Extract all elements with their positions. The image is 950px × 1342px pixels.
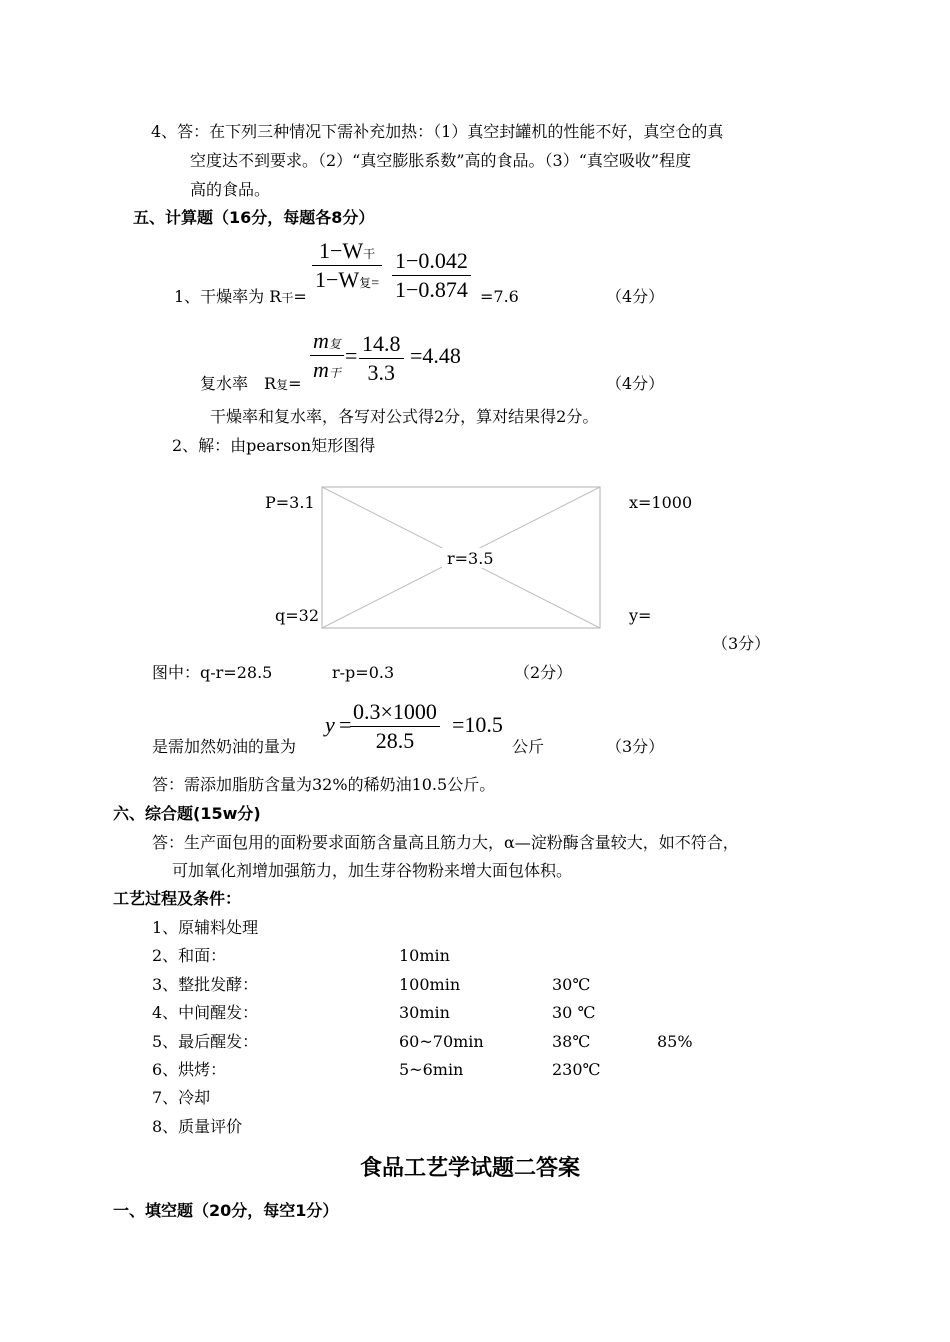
y-eq: =: [339, 712, 352, 737]
process-step-name: 5、最后醒发：: [152, 1032, 259, 1051]
rehydration-formula: m复 m干: [310, 330, 344, 381]
section6-answer-line-2: 可加氧化剂增加强筋力，加生芽谷物粉来增大面包体积。: [172, 861, 573, 880]
process-step-name: 2、和面：: [152, 946, 227, 965]
process-step-time: 5~6min: [399, 1060, 464, 1079]
y-calc-prefix: 是需加然奶油的量为: [152, 737, 297, 756]
diff-q-r: 图中：q-r=28.5: [152, 663, 273, 682]
process-heading: 工艺过程及条件：: [113, 889, 242, 908]
y-score: （3分）: [606, 737, 665, 756]
process-step-name: 6、烘烤：: [152, 1060, 227, 1079]
q2-intro: 2、解：由pearson矩形图得: [172, 436, 376, 455]
dry-rate-formula: 1−W干 1−W复=: [312, 240, 382, 291]
pearson-x: x=1000: [629, 493, 693, 512]
process-step-humidity: 85%: [657, 1032, 693, 1051]
q4-line-2: 空度达不到要求。（2）“真空膨胀系数”高的食品。（3）“真空吸收”程度: [190, 151, 692, 170]
rehydration-values: 14.8 3.3: [359, 333, 404, 384]
diff-score: （2分）: [514, 663, 573, 682]
calc-answer: 答：需添加脂肪含量为32%的稀奶油10.5公斤。: [152, 775, 496, 794]
section6-heading: 六、综合题(15w分): [113, 804, 261, 823]
pearson-y: y=: [629, 606, 652, 625]
process-step-time: 30min: [399, 1003, 450, 1022]
process-step-name: 4、中间醒发：: [152, 1003, 259, 1022]
rehydration-label: 复水率 R复=: [200, 374, 302, 393]
y-var: y: [325, 712, 335, 737]
process-step-temp: 30 ℃: [552, 1003, 596, 1022]
pearson-p: P=3.1: [265, 493, 315, 512]
rehydration-result: =4.48: [410, 343, 461, 368]
process-step-time: 10min: [399, 946, 450, 965]
process-step-name: 1、原辅料处理: [152, 918, 259, 937]
dry-rate-values: 1−0.042 1−0.874: [392, 250, 471, 301]
process-step-temp: 30℃: [552, 975, 591, 994]
pearson-r: r=3.5: [447, 549, 494, 568]
process-step-time: 100min: [399, 975, 461, 994]
process-step-temp: 230℃: [552, 1060, 601, 1079]
process-step-name: 8、质量评价: [152, 1117, 243, 1136]
dry-rate-result: =7.6: [480, 287, 519, 306]
y-unit: 公斤: [512, 737, 545, 756]
section1-heading: 一、填空题（20分，每空1分）: [113, 1201, 339, 1220]
process-step-temp: 38℃: [552, 1032, 591, 1051]
process-step-name: 7、冷却: [152, 1088, 211, 1107]
process-step-name: 3、整批发酵：: [152, 975, 259, 994]
y-result: =10.5: [452, 712, 503, 737]
diff-r-p: r-p=0.3: [332, 663, 395, 682]
q4-line-1: 4、答：在下列三种情况下需补充加热：（1）真空封罐机的性能不好，真空仓的真: [151, 122, 724, 141]
section5-heading: 五、计算题（16分，每题各8分）: [133, 208, 375, 227]
exam-answer-title: 食品工艺学试题二答案: [359, 1156, 580, 1181]
process-step-time: 60~70min: [399, 1032, 484, 1051]
rehydration-score: （4分）: [606, 374, 665, 393]
scoring-note: 干燥率和复水率，各写对公式得2分，算对结果得2分。: [210, 407, 599, 426]
rehydration-eq: =: [345, 343, 358, 368]
dry-rate-label: 1、干燥率为 R干=: [174, 287, 307, 306]
section6-answer-line-1: 答：生产面包用的面粉要求面筋含量高且筋力大，α—淀粉酶含量较大，如不符合，: [152, 833, 739, 852]
y-fraction: 0.3×1000 28.5: [350, 701, 440, 752]
dry-rate-score: （4分）: [606, 287, 665, 306]
q4-line-3: 高的食品。: [190, 180, 271, 199]
pearson-q: q=32: [275, 606, 320, 625]
pearson-score: （3分）: [712, 634, 771, 653]
